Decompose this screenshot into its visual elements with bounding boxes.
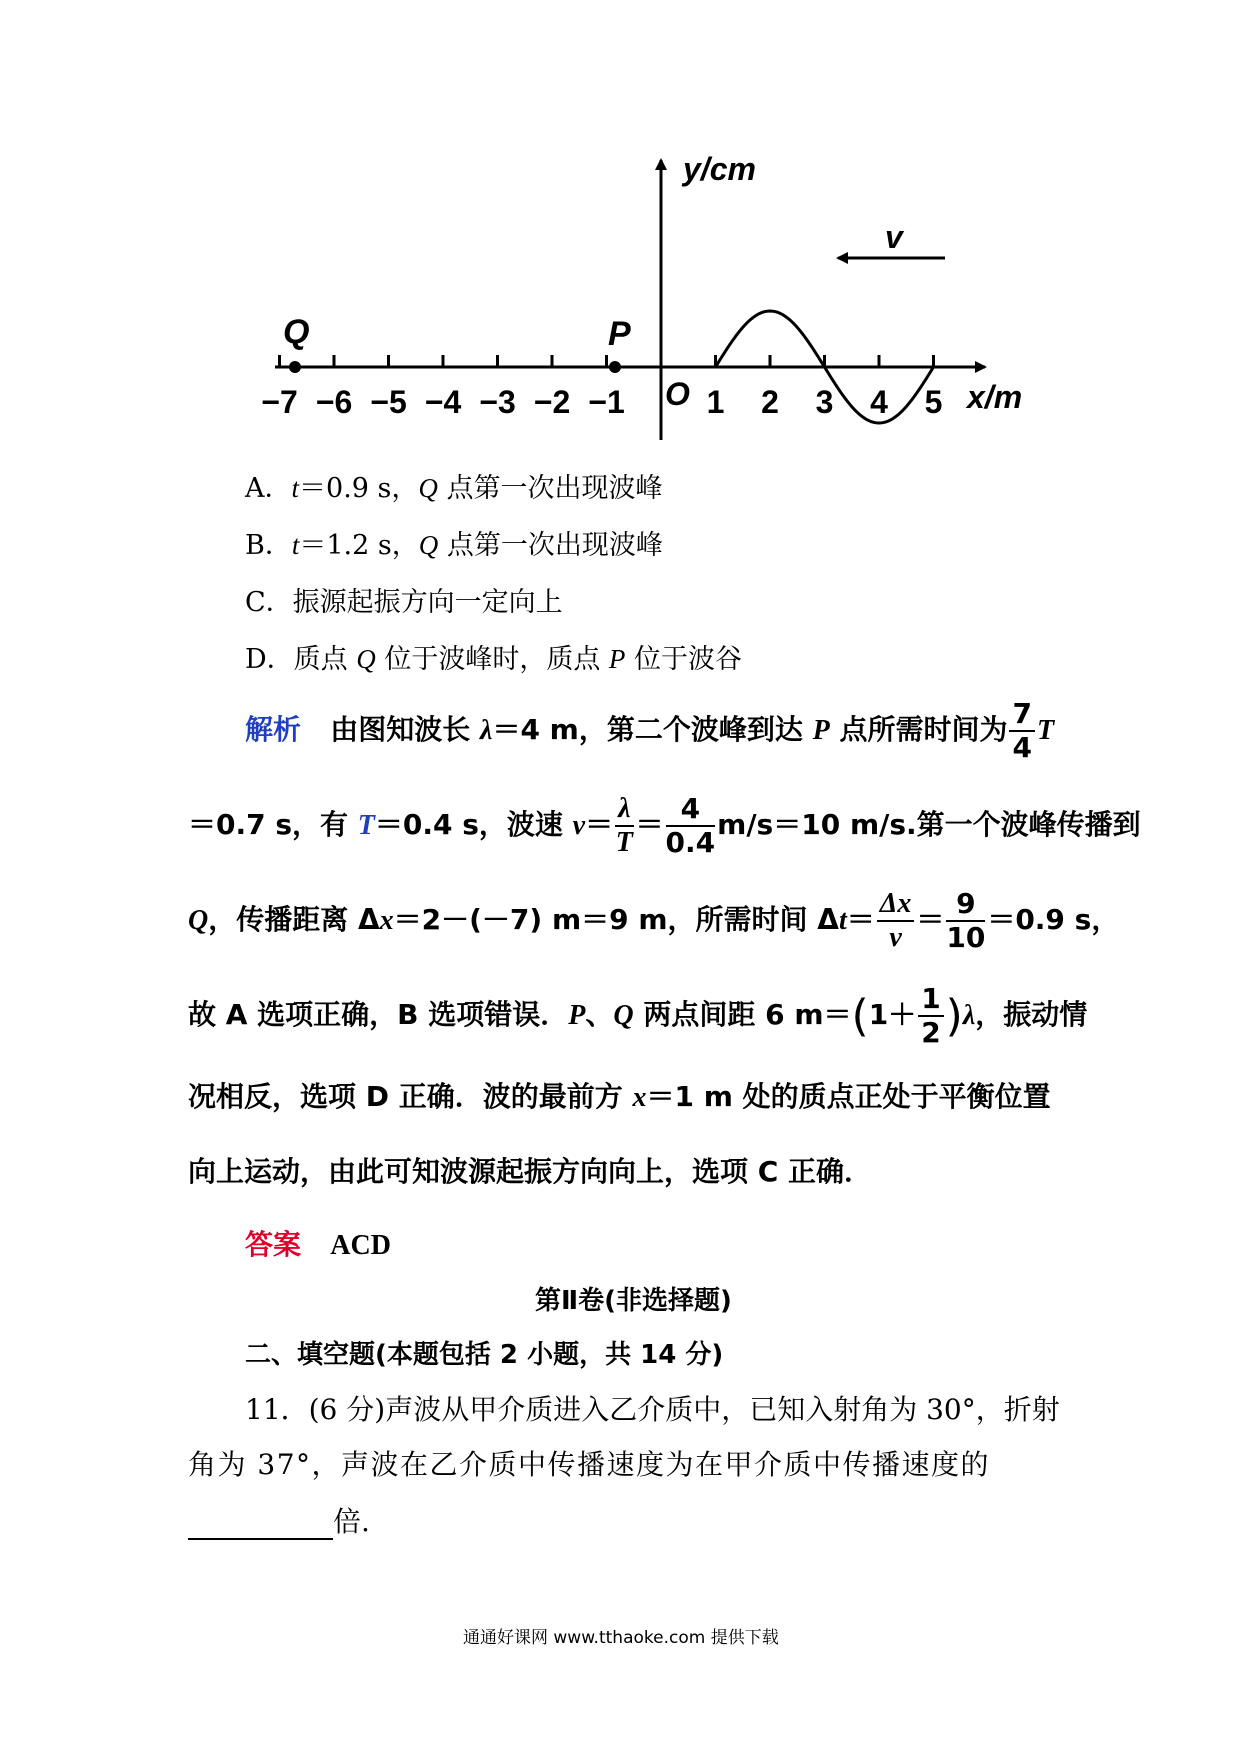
- point-p-label: P: [608, 315, 631, 353]
- fraction-dx-v: $\frac{\Delta x}{v}$: [877, 890, 915, 952]
- analysis-line-3: Q，传播距离 Δx＝2－(－7) m＝9 m，所需时间 Δt＝ $\frac{\Delta x}{v}$ ＝ $\frac{9}{10}$ ＝0.9 s，: [188, 887, 1120, 954]
- section-title: 第Ⅱ卷(非选择题): [535, 1286, 732, 1316]
- y-axis-label: y/cm: [683, 151, 756, 187]
- x-tick-label: −7: [261, 384, 298, 420]
- wave-graph: [0, 0, 1240, 470]
- x-tick-label: −4: [424, 384, 462, 420]
- analysis-line-1: 解析 由图知波长 λ＝4 m，第二个波峰到达 P 点所需时间为 $\frac{7}{4}$ T: [245, 697, 1055, 764]
- x-tick-label: 2: [761, 384, 779, 420]
- answer-value: ACD: [330, 1230, 391, 1261]
- question-11-line-1: 11．(6 分)声波从甲介质进入乙介质中，已知入射角为 30°，折射: [245, 1393, 1060, 1426]
- analysis-line-4: 故 A 选项正确，B 选项错误．P、Q 两点间距 6 m＝(1＋ $\frac{1}{2}$ )λ，振动情: [188, 982, 1088, 1049]
- x-ticks: [280, 355, 934, 367]
- fraction-1-2: $\frac{1}{2}$: [918, 985, 943, 1047]
- fraction-lambda-t: $\frac{\lambda}{T}$: [615, 793, 633, 858]
- option-b: B．t＝1.2 s，Q 点第一次出现波峰: [245, 530, 663, 561]
- x-tick-label: 1: [706, 384, 725, 420]
- x-tick-label: −2: [533, 384, 571, 420]
- part-title: 二、填空题(本题包括 2 小题，共 14 分): [245, 1340, 724, 1370]
- fraction-4-0.4: $\frac{4}{0.4}$: [665, 792, 716, 859]
- fraction-7-4: $\frac{7}{4}$: [1009, 700, 1034, 762]
- x-tick-label: 5: [924, 384, 943, 420]
- x-tick-label: 4: [870, 384, 888, 420]
- x-tick-label: 3: [815, 384, 834, 420]
- point-q-dot: [289, 361, 301, 373]
- point-p-dot: [609, 361, 621, 373]
- origin-label: O: [665, 376, 690, 412]
- answer-label: 答案: [245, 1228, 302, 1261]
- velocity-label: v: [885, 219, 903, 255]
- x-tick-label: −3: [479, 384, 516, 420]
- point-q-label: Q: [283, 313, 310, 351]
- answer-line: [245, 1223, 391, 1263]
- x-tick-label: −6: [315, 384, 353, 420]
- footer: 通通好课网 www.tthaoke.com 提供下载: [463, 1628, 779, 1648]
- analysis-line-6: 向上运动，由此可知波源起振方向向上，选项 C 正确．: [188, 1155, 873, 1188]
- answer-blank[interactable]: [188, 1508, 333, 1540]
- option-c: C．振源起振方向一定向上: [245, 587, 563, 618]
- question-11-line-2: 角为 37°，声波在乙介质中传播速度为在甲介质中传播速度的: [188, 1448, 991, 1481]
- analysis-label: 解析: [245, 713, 302, 746]
- x-tick-label: −1: [588, 384, 625, 420]
- option-a: A．t＝0.9 s，Q 点第一次出现波峰: [245, 473, 663, 504]
- analysis-line-5: 况相反，选项 D 正确．波的最前方 x＝1 m 处的质点正处于平衡位置: [188, 1080, 1051, 1113]
- question-11-line-3: 倍.: [188, 1500, 370, 1540]
- x-axis-label: x/m: [967, 379, 1023, 415]
- fraction-9-10: $\frac{9}{10}$: [946, 887, 986, 954]
- x-tick-label: −5: [370, 384, 407, 420]
- option-d: D．质点 Q 位于波峰时，质点 P 位于波谷: [245, 644, 743, 675]
- analysis-line-2: ＝0.7 s，有 T＝0.4 s，波速 v＝ $\frac{\lambda}{T}$ ＝ $\frac{4}{0.4}$ m/s＝10 m/s.第一个波峰传播到: [188, 792, 1141, 859]
